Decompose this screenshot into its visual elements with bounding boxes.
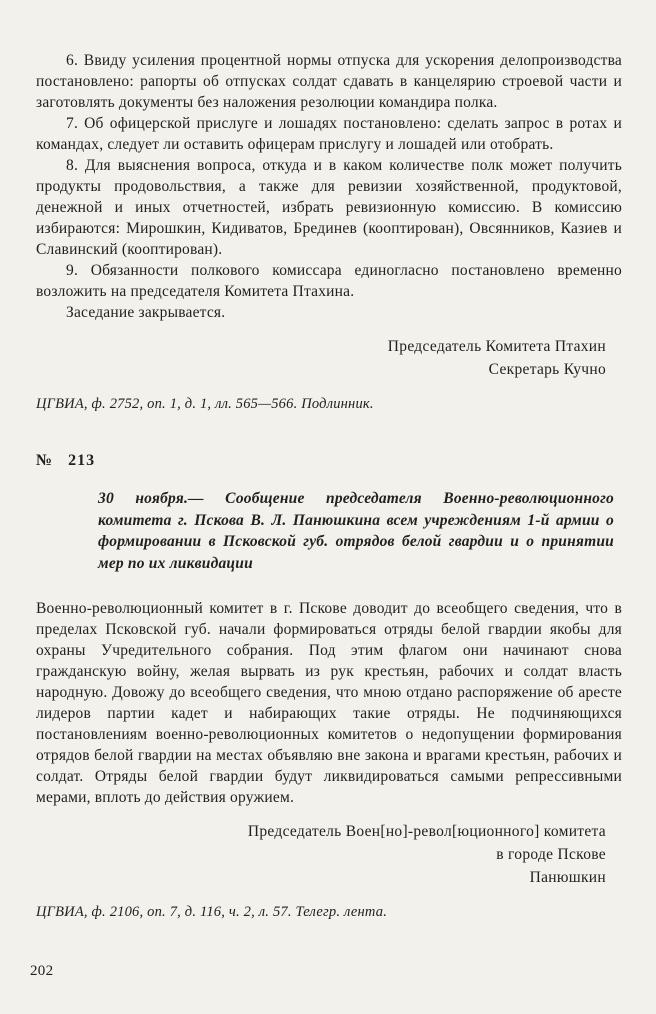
paragraph-item-8: 8. Для выяснения вопроса, откуда и в каком количестве полк может получить продукты продовольствия, а также для ревизии хозяйственной, продуктовой, денежной и иных отчетностей, избрать ревизионную комиссию. В комиссию избираются: Мирошкин, Кидиватов, Брединев (кооптирован), Овсянников, Казиев и Славинский (кооптирован).	[36, 157, 622, 258]
paragraph-closing: Заседание закрывается.	[66, 304, 226, 321]
paragraph-item-9: 9. Обязанности полкового комиссара единогласно постановлено временно возложить на председателя Комитета Птахина.	[36, 262, 622, 300]
signature-secretary: Секретарь Кучно	[488, 361, 606, 378]
signature-place: в городе Пскове	[496, 846, 606, 863]
document-number: № 213	[36, 452, 96, 469]
signature-block	[36, 820, 622, 889]
document-abstract: 30 ноября.— Сообщение председателя Военно-революционного комитета г. Пскова В. Л. Панюшкина всем учреждениям 1-й армии о формировании в Псковской губ. отрядов белой гвардии и о принятии мер по их ликвидации	[98, 490, 614, 572]
document-212-section	[36, 50, 622, 414]
signature-title: Председатель Воен[но]-револ[юционного] комитета	[247, 823, 606, 840]
archive-source-citation: ЦГВИА, ф. 2106, оп. 7, д. 116, ч. 2, л. 57. Телегр. лента.	[36, 904, 388, 920]
document-body: Военно-революционный комитет в г. Пскове доводит до всеобщего сведения, что в пределах Псковской губ. начали формироваться отряды белой гвардии якобы для охраны Учредительного собрания. Под этим флагом они начинают снова гражданскую войну, желая вырвать из рук крестьян, рабочих и солдат власть народную. Довожу до всеобщего сведения, что мною отдано распоряжение об аресте лидеров партии кадет и набирающих такие отряды. Не подчиняющихся постановлениям военно-революционных комитетов о недопущении формирования отрядов белой гвардии на местах объявляю вне закона и врагами крестьян, рабочих и солдат. Отряды белой гвардии будут ликвидироваться самыми репрессивными мерами, вплоть до действия оружием.	[36, 600, 622, 806]
document-213-section	[36, 452, 622, 922]
page-number: 202	[30, 963, 54, 979]
signature-name: Панюшкин	[529, 869, 606, 886]
signature-block	[36, 335, 622, 381]
paragraph-item-7: 7. Об офицерской прислуге и лошадях постановлено: сделать запрос в ротах и командах, следует ли оставить офицерам прислугу и лошадей или отобрать.	[36, 115, 622, 153]
paragraph-item-6: 6. Ввиду усиления процентной нормы отпуска для ускорения делопроизводства постановлено: рапорты об отпусках солдат сдавать в канцелярию строевой части и заготовлять документы без наложения резолюции командира полка.	[36, 52, 622, 111]
archive-source-citation: ЦГВИА, ф. 2752, оп. 1, д. 1, лл. 565—566. Подлинник.	[36, 396, 374, 412]
signature-chairman: Председатель Комитета Птахин	[387, 338, 606, 355]
